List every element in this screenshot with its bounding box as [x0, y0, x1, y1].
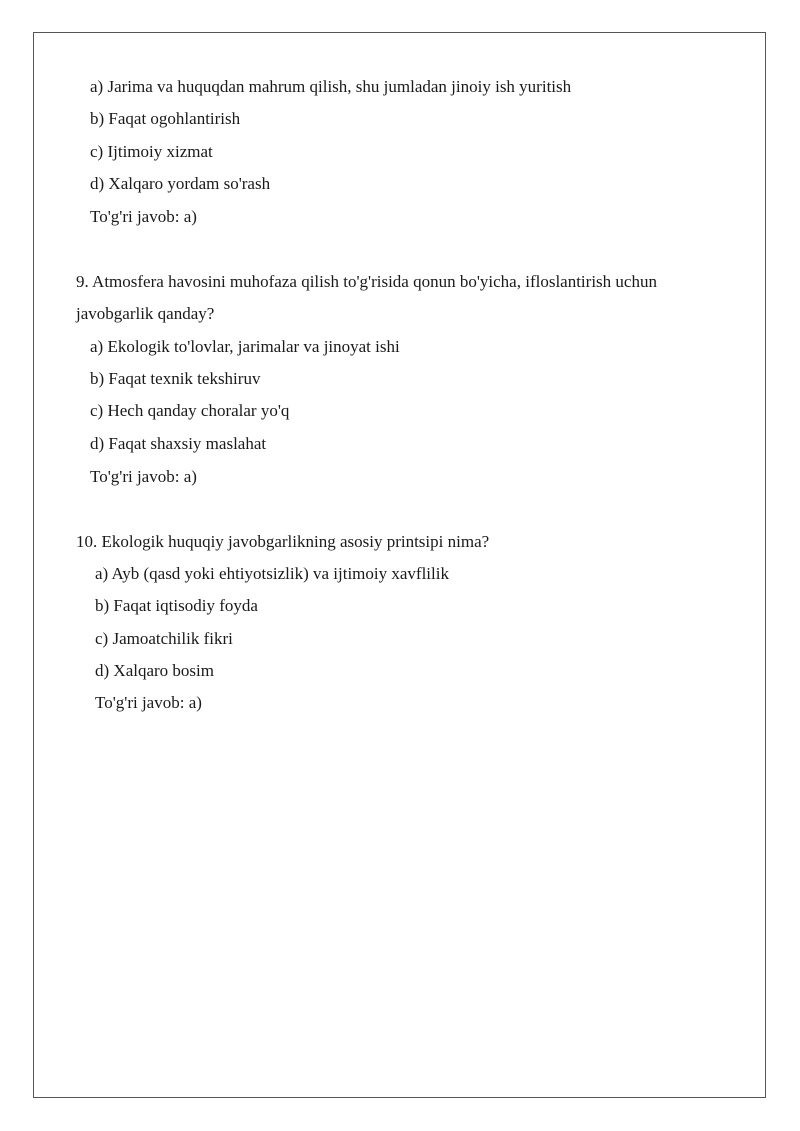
q8-option-c: c) Ijtimoiy xizmat — [90, 142, 213, 161]
q10-question: 10. Ekologik huquqiy javobgarlikning asosiy printsipi nima? — [76, 532, 490, 551]
q9-option-d: d) Faqat shaxsiy maslahat — [90, 434, 267, 453]
q8-option-a: a) Jarima va huquqdan mahrum qilish, shu jumladan jinoiy ish yuritish — [90, 77, 572, 96]
q10-option-b: b) Faqat iqtisodiy foyda — [95, 596, 258, 615]
q9-option-a: a) Ekologik to'lovlar, jarimalar va jinoyat ishi — [90, 337, 400, 356]
q10-option-a: a) Ayb (qasd yoki ehtiyotsizlik) va ijtimoiy xavflilik — [95, 564, 449, 583]
q8-option-d: d) Xalqaro yordam so'rash — [90, 174, 271, 193]
q10-answer: To'g'ri javob: a) — [95, 693, 202, 712]
q10-option-d: d) Xalqaro bosim — [95, 661, 214, 680]
q8-option-b: b) Faqat ogohlantirish — [90, 109, 241, 128]
q9-question-line1: 9. Atmosfera havosini muhofaza qilish to'g'risida qonun bo'yicha, ifloslantirish uchun — [76, 272, 657, 291]
q8-answer: To'g'ri javob: a) — [90, 207, 197, 226]
q9-answer: To'g'ri javob: a) — [90, 467, 197, 486]
q9-question-line2: javobgarlik qanday? — [76, 304, 215, 323]
q10-option-c: c) Jamoatchilik fikri — [95, 629, 233, 648]
q9-option-c: c) Hech qanday choralar yo'q — [90, 401, 290, 420]
q9-option-b: b) Faqat texnik tekshiruv — [90, 369, 261, 388]
